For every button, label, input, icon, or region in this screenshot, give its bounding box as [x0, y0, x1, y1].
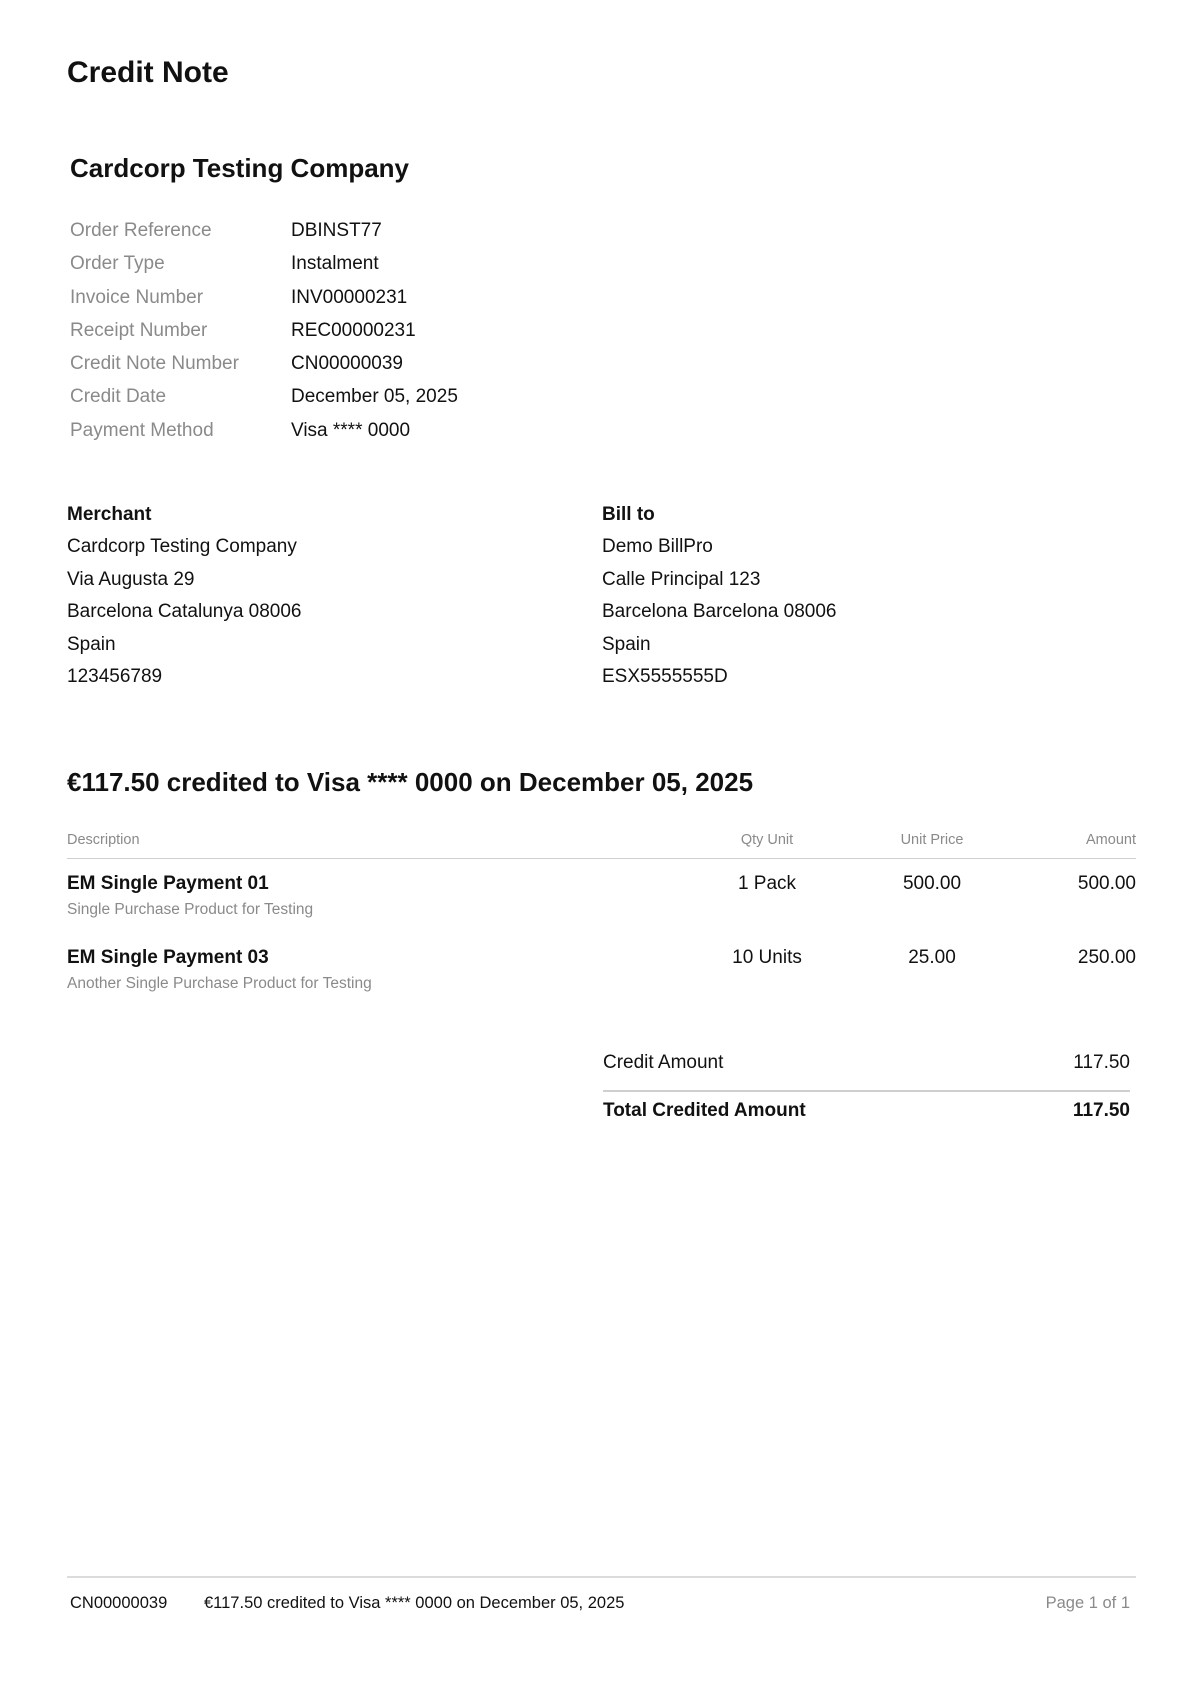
item-description: Another Single Purchase Product for Testing — [67, 975, 372, 992]
merchant-line: Via Augusta 29 — [67, 568, 195, 590]
detail-row-receipt-number — [70, 314, 458, 347]
footer-summary: €117.50 credited to Visa **** 0000 on December 05, 2025 — [204, 1594, 625, 1612]
credit-summary-heading: €117.50 credited to Visa **** 0000 on December 05, 2025 — [67, 767, 754, 797]
total-credited-label: Total Credited Amount — [603, 1099, 806, 1121]
detail-value: Instalment — [291, 253, 379, 275]
total-credited-row — [603, 1092, 1130, 1136]
credit-amount-row — [603, 1044, 1130, 1088]
detail-label: Credit Date — [70, 386, 167, 408]
bill-to-line: ESX5555555D — [602, 666, 728, 688]
credit-amount-value: 117.50 — [1073, 1052, 1130, 1073]
item-unit-price: 25.00 — [908, 947, 956, 968]
detail-row-payment-method — [70, 414, 458, 447]
detail-value: REC00000231 — [291, 319, 416, 341]
bill-to-block — [602, 499, 837, 693]
detail-row-invoice-number — [70, 281, 458, 314]
detail-label: Order Type — [70, 253, 165, 275]
bill-to-title: Bill to — [602, 504, 655, 525]
item-qty: 10 Units — [732, 947, 802, 968]
footer-reference: CN00000039 — [70, 1594, 168, 1612]
detail-row-order-reference — [70, 214, 458, 247]
items-table — [67, 826, 1136, 1007]
merchant-line: 123456789 — [67, 666, 163, 688]
merchant-title: Merchant — [67, 504, 152, 525]
item-name: EM Single Payment 03 — [67, 947, 269, 968]
header-amount: Amount — [1086, 832, 1136, 848]
page-number: Page 1 of 1 — [1045, 1594, 1130, 1612]
total-credited-value: 117.50 — [1072, 1099, 1130, 1121]
footer-divider — [67, 1576, 1136, 1578]
merchant-line: Barcelona Catalunya 08006 — [67, 601, 302, 623]
detail-row-credit-date — [70, 380, 458, 413]
table-row — [67, 859, 1136, 933]
item-amount: 250.00 — [1077, 947, 1136, 968]
credit-amount-label: Credit Amount — [603, 1052, 724, 1073]
bill-to-line: Demo BillPro — [602, 536, 713, 558]
detail-row-order-type — [70, 247, 458, 280]
merchant-block — [67, 499, 302, 693]
company-name: Cardcorp Testing Company — [70, 153, 410, 183]
header-qty-unit: Qty Unit — [740, 832, 794, 848]
totals-block — [603, 1044, 1130, 1136]
item-qty: 1 Pack — [737, 873, 797, 894]
detail-value: INV00000231 — [291, 286, 408, 308]
item-amount: 500.00 — [1077, 873, 1136, 894]
document-title: Credit Note — [67, 56, 229, 89]
detail-value: CN00000039 — [291, 353, 403, 375]
detail-label: Order Reference — [70, 220, 212, 241]
item-name: EM Single Payment 01 — [67, 873, 269, 894]
order-details — [70, 214, 458, 447]
header-unit-price: Unit Price — [900, 832, 964, 848]
bill-to-line: Barcelona Barcelona 08006 — [602, 601, 837, 623]
header-description: Description — [67, 832, 140, 848]
merchant-line: Spain — [67, 633, 116, 655]
items-table-header — [67, 826, 1136, 859]
item-description: Single Purchase Product for Testing — [67, 901, 314, 918]
table-row — [67, 933, 1136, 1007]
detail-row-credit-note-number — [70, 347, 458, 380]
detail-label: Receipt Number — [70, 319, 208, 341]
detail-label: Payment Method — [70, 419, 214, 441]
item-unit-price: 500.00 — [902, 873, 962, 894]
merchant-line: Cardcorp Testing Company — [67, 536, 297, 558]
bill-to-line: Calle Principal 123 — [602, 568, 761, 590]
detail-value: DBINST77 — [291, 220, 382, 241]
detail-value: Visa **** 0000 — [291, 419, 411, 441]
detail-label: Credit Note Number — [70, 353, 239, 375]
detail-label: Invoice Number — [70, 286, 204, 308]
bill-to-line: Spain — [602, 633, 651, 655]
detail-value: December 05, 2025 — [291, 386, 458, 408]
